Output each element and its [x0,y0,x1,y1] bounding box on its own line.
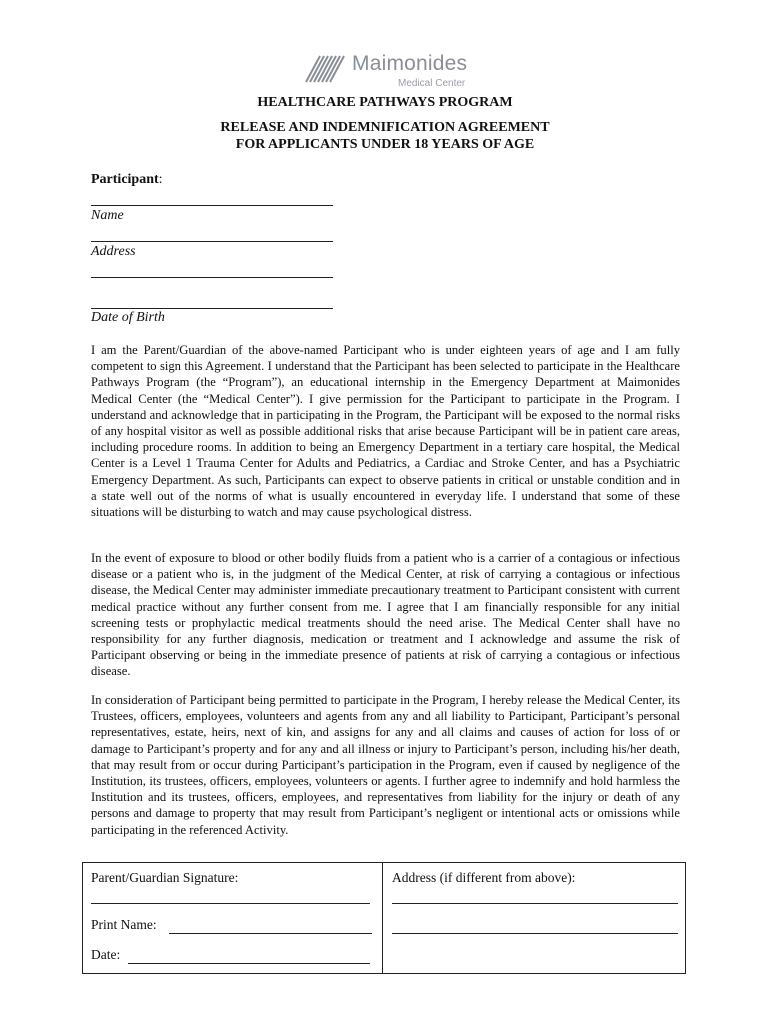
alt-address-line-1[interactable] [392,903,678,904]
address-line-1[interactable] [91,241,333,242]
signature-box [82,862,686,974]
dob-label: Date of Birth [91,310,165,325]
stripes-logo-icon [304,52,348,86]
alt-address-line-2[interactable] [392,933,678,934]
participant-colon: : [158,172,163,187]
guardian-signature-line[interactable] [91,903,370,904]
paragraph-release: In consideration of Participant being permitted to participate in the Program, I hereby release the Medical Center, its Trustees, officers, employees, volunteers and agents from any and all liability to Participant, Participant’s personal representatives, estate, heirs, next of kin, and assigns for any and all claims and causes of action for loss of or damage to Participant’s property and for any and all illness or injury to Participant’s person, including his/her death, that may result from or occur during Participant’s participation in the Program, even if caused by negligence of the Institution, its trustees, officers, employees, volunteers or agents. I further agree to indemnify and hold harmless the Institution and its trustees, officers, employees, and representatives from liability for the injury or death of any persons and damage to property that may result from Participant’s negligent or intentional acts or omissions while participating in the referenced Activity. [91,693,680,837]
address-line-2[interactable] [91,277,333,278]
logo-name: Maimonides [352,52,468,75]
guardian-signature-label: Parent/Guardian Signature: [91,870,239,885]
maimonides-logo [304,50,474,92]
name-line[interactable] [91,205,333,206]
logo-subtitle: Medical Center [398,78,466,89]
paragraph-exposure: In the event of exposure to blood or other bodily fluids from a patient who is a carrier of a contagious or infectious disease or a patient who is, in the judgment of the Medical Center, at risk of carrying a contagious or infectious disease, the Medical Center may administer immediate precautionary treatment to Participant consistent with current medical practice without any further consent from me. I agree that I am financially responsible for any initial screening tests or prophylactic medical treatments should the need arise. The Medical Center shall have no responsibility for any further diagnosis, medication or treatment and I acknowledge and assume the risk of Participant observing or being in the immediate presence of patients at risk of carrying a contagious or infectious disease. [91,551,680,679]
print-name-label: Print Name: [91,917,157,932]
agreement-title-line2: FOR APPLICANTS UNDER 18 YEARS OF AGE [235,137,535,152]
alt-address-label: Address (if different from above): [392,870,576,885]
date-label: Date: [91,947,121,962]
agreement-title-line1: RELEASE AND INDEMNIFICATION AGREEMENT [220,120,550,135]
name-label: Name [91,208,124,223]
date-line[interactable] [128,963,370,964]
program-title: HEALTHCARE PATHWAYS PROGRAM [257,95,513,110]
signature-box-divider [382,863,383,973]
print-name-line[interactable] [169,933,372,934]
paragraph-risks: I am the Parent/Guardian of the above-named Participant who is under eighteen years of age and I am fully competent to sign this Agreement. I understand that the Participant has been selected to participate in the Healthcare Pathways Program (the “Program”), an educational internship in the Emergency Department at Maimonides Medical Center (the “Medical Center”). I give permission for the Participant to participate in the Program. I understand and acknowledge that in participating in the Program, the Participant will be exposed to the normal risks of any hospital visitor as well as possible additional risks that arise because Participant will be in patient care areas, including procedure rooms. In addition to being an Emergency Department in a tertiary care hospital, the Medical Center is a Level 1 Trauma Center for Adults and Pediatrics, a Cardiac and Stroke Center, and has a Psychiatric Emergency Department. As such, Participants can expect to observe patients in critical or unstable condition and in a state well out of the norms of what is usually encountered in everyday life. I understand that some of these situations will be disturbing to watch and may cause psychological distress. [91,343,680,520]
participant-label: Participant [91,172,159,187]
participant-heading [91,172,163,188]
dob-line[interactable] [91,308,333,309]
address-label: Address [91,244,136,259]
